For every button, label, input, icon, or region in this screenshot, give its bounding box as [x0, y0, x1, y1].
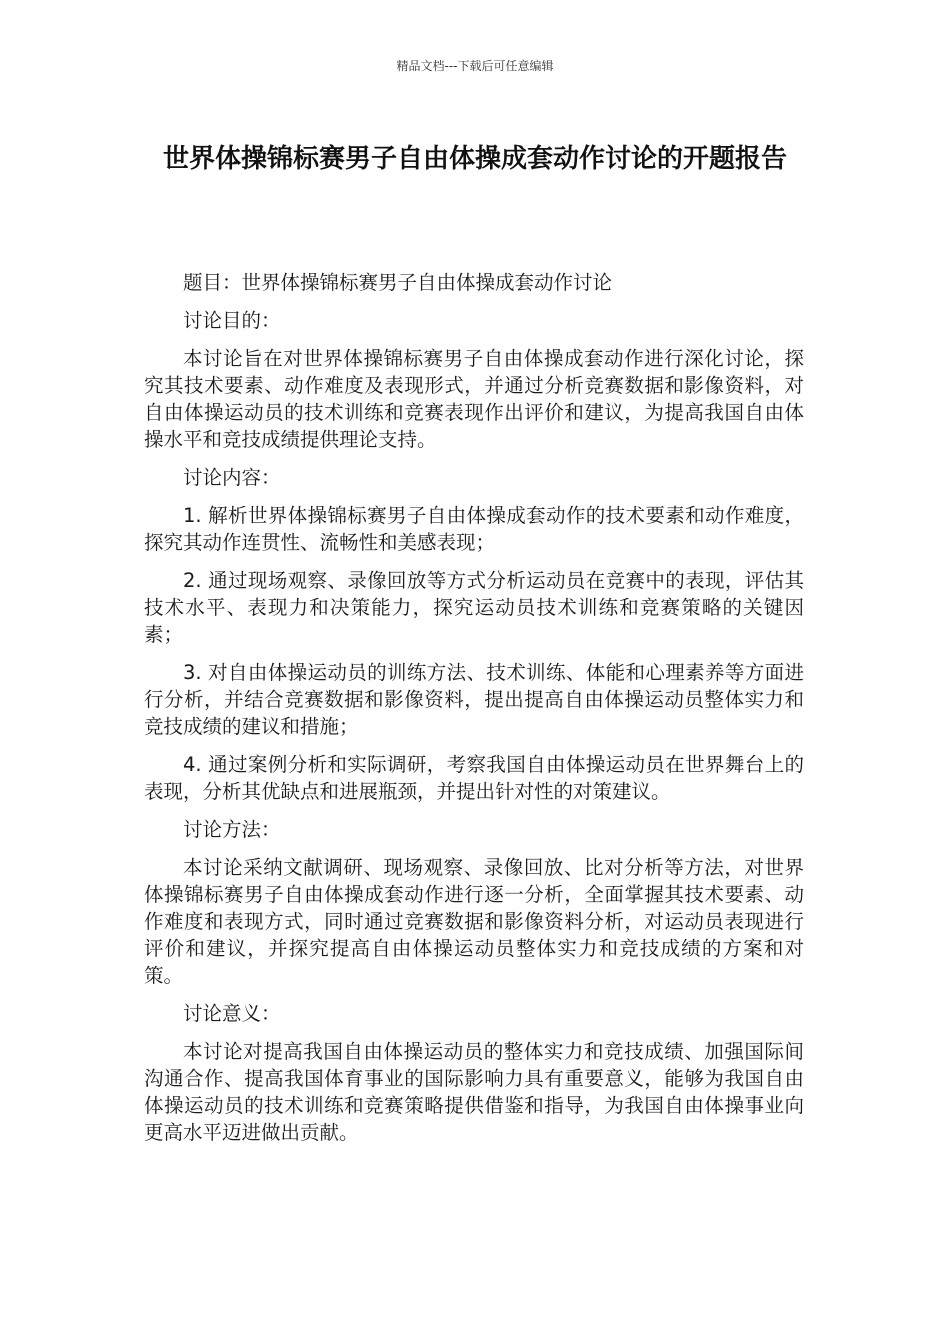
- method-paragraph: 本讨论采纳文献调研、现场观察、录像回放、比对分析等方法，对世界体操锦标赛男子自由体操成套动作进行逐一分析，全面掌握其技术要素、动作难度和表现方式，同时通过竞赛数据和影像资料分析，对运动员表现进行评价和建议，并探究提高自由体操运动员整体实力和竞技成绩的方案和对策。: [144, 856, 804, 987]
- header-note: 精品文档---下载后可任意编辑: [396, 59, 554, 73]
- content-item-3: 3. 对自由体操运动员的训练方法、技术训练、体能和心理素养等方面进行分析，并结合竞赛数据和影像资料，提出提高自由体操运动员整体实力和竞技成绩的建议和措施；: [144, 661, 804, 738]
- document-title: 世界体操锦标赛男子自由体操成套动作讨论的开题报告: [162, 144, 787, 174]
- section-heading-purpose: 讨论目的：: [183, 309, 281, 332]
- section-heading-method: 讨论方法：: [183, 818, 281, 841]
- section-heading-content: 讨论内容：: [183, 466, 281, 489]
- section-heading-significance: 讨论意义：: [183, 1002, 281, 1025]
- purpose-paragraph: 本讨论旨在对世界体操锦标赛男子自由体操成套动作进行深化讨论，探究其技术要素、动作难度及表现形式，并通过分析竞赛数据和影像资料，对自由体操运动员的技术训练和竞赛表现作出评价和建议，为提高我国自由体操水平和竞技成绩提供理论支持。: [144, 347, 804, 451]
- topic-line: 题目：世界体操锦标赛男子自由体操成套动作讨论: [183, 271, 613, 294]
- content-item-4: 4. 通过案例分析和实际调研，考察我国自由体操运动员在世界舞台上的表现，分析其优缺点和进展瓶颈，并提出针对性的对策建议。: [144, 753, 804, 803]
- document-body: [144, 269, 804, 1157]
- content-item-2: 2. 通过现场观察、录像回放等方式分析运动员在竞赛中的表现，评估其技术水平、表现力和决策能力，探究运动员技术训练和竞赛策略的关键因素；: [144, 569, 804, 646]
- content-item-1: 1. 解析世界体操锦标赛男子自由体操成套动作的技术要素和动作难度，探究其动作连贯性、流畅性和美感表现；: [144, 504, 804, 554]
- significance-paragraph: 本讨论对提高我国自由体操运动员的整体实力和竞技成绩、加强国际间沟通合作、提高我国体育事业的国际影响力具有重要意义，能够为我国自由体操运动员的技术训练和竞赛策略提供借鉴和指导，为我国自由体操事业向更高水平迈进做出贡献。: [144, 1040, 804, 1144]
